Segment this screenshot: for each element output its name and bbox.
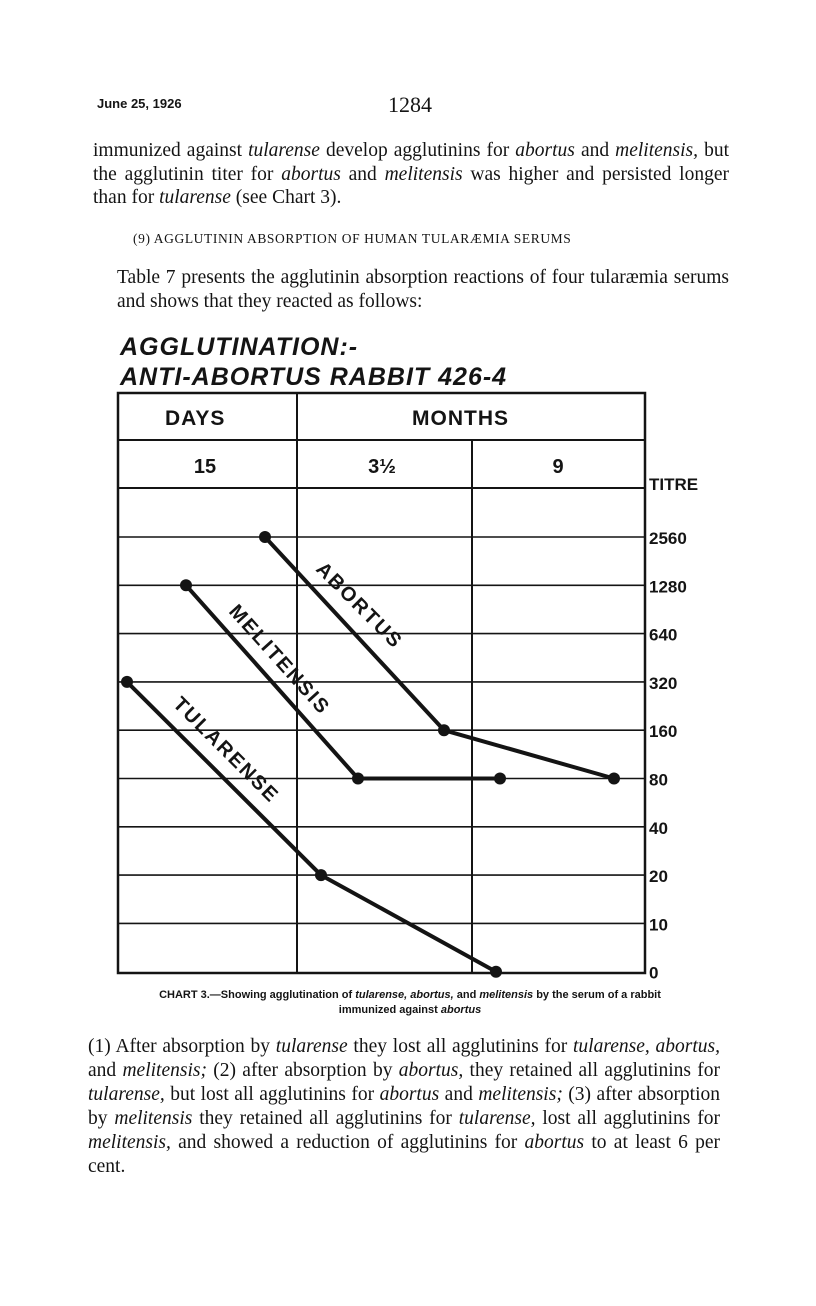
series-label: MELITENSIS — [224, 600, 335, 720]
table-intro-paragraph: Table 7 presents the agglutinin absorption reactions of four tularæmia serums and shows that they reacted as follows: — [117, 267, 729, 312]
text-run: but the agglutinin titer for — [93, 140, 730, 185]
caption-italic: tularense, — [355, 989, 408, 1001]
text-run: and — [574, 140, 616, 161]
x-tick-label: 15 — [193, 456, 217, 478]
text-run: (3) after absorption by — [88, 1084, 721, 1129]
data-point-tularense — [315, 869, 327, 881]
y-tick-label: 2560 — [649, 529, 687, 548]
chart-frame — [118, 393, 645, 973]
text-run: but lost all agglutinins for — [164, 1084, 380, 1105]
data-point-melitensis — [494, 773, 506, 785]
caption-italic: melitensis — [479, 989, 534, 1001]
text-run: and showed a reduction of agglutinins for — [170, 1132, 525, 1153]
italic-term: abortus — [281, 163, 341, 185]
x-tick-label: 9 — [552, 456, 564, 478]
italic-term: tularense, abortus, — [573, 1036, 720, 1057]
y-tick-label: 640 — [649, 625, 678, 645]
italic-term: abortus — [515, 140, 575, 161]
data-point-tularense — [490, 966, 502, 978]
section-heading: (9) AGGLUTININ ABSORPTION OF HUMAN TULARÆMIA SERUMS — [133, 231, 572, 246]
y-tick-label: 320 — [649, 673, 678, 693]
y-tick-label: 80 — [649, 770, 668, 790]
data-point-abortus — [259, 531, 271, 543]
caption-italic: abortus — [440, 1004, 482, 1016]
italic-term: melitensis, — [615, 140, 699, 161]
italic-term: melitensis, — [88, 1132, 171, 1153]
text-run: and — [340, 163, 385, 185]
y-tick-label: 0 — [649, 963, 659, 983]
y-tick-label: 160 — [649, 722, 678, 742]
series-label: TULARENSE — [168, 692, 284, 808]
data-point-melitensis — [352, 773, 364, 785]
x-tick-label: 3½ — [368, 456, 396, 478]
caption-text: CHART 3.—Showing agglutination of — [159, 989, 356, 1001]
text-run: they retained all agglutinins for — [463, 1060, 721, 1081]
column-group-days: DAYS — [165, 407, 226, 430]
data-point-melitensis — [180, 579, 192, 591]
text-run: (2) after absorption by — [206, 1060, 399, 1081]
caption-text: by the serum of a rabbit immunized against — [338, 989, 661, 1016]
text-run: to at least 6 per cent. — [88, 1132, 721, 1177]
italic-term: abortus — [524, 1132, 585, 1153]
caption-text: and — [453, 989, 480, 1001]
y-tick-label: 40 — [649, 818, 668, 838]
italic-term: tularense, — [88, 1084, 165, 1105]
y-axis-label: TITRE — [649, 475, 699, 494]
y-tick-label: 1280 — [649, 577, 687, 597]
text-run: they retained all agglutinins for — [192, 1108, 459, 1129]
italic-term: tularense — [159, 187, 231, 208]
y-tick-label: 10 — [649, 915, 668, 935]
chart-title-line-1: AGGLUTINATION:- — [120, 333, 359, 361]
data-point-abortus — [438, 724, 450, 736]
text-run: (see Chart 3). — [230, 187, 342, 208]
caption-italic: abortus, — [410, 989, 454, 1001]
absorption-results-paragraph — [88, 1035, 720, 1179]
italic-term: melitensis — [114, 1108, 193, 1129]
text-run: they lost all agglutinins for — [347, 1036, 574, 1057]
italic-term: tularense — [248, 140, 320, 161]
y-tick-label: 20 — [649, 867, 668, 887]
text-run: lost all agglutinins for — [535, 1108, 720, 1129]
text-run: was higher and persisted longer than for — [93, 163, 730, 208]
text-run: develop agglutinins for — [319, 140, 516, 161]
data-point-abortus — [608, 773, 620, 785]
chart-title-line-2: ANTI-ABORTUS RABBIT 426-4 — [120, 363, 508, 391]
italic-term: abortus — [379, 1084, 440, 1105]
page-number: 1284 — [388, 92, 432, 117]
italic-term: tularense — [275, 1036, 348, 1057]
running-header-date: June 25, 1926 — [97, 96, 182, 111]
text-run: immunized against — [93, 140, 249, 161]
text-run: (1) After absorption by — [88, 1036, 276, 1057]
italic-term: abortus, — [398, 1060, 464, 1081]
chart-caption — [140, 988, 680, 1018]
data-point-tularense — [121, 676, 133, 688]
text-run: and — [88, 1060, 123, 1081]
italic-term: tularense, — [458, 1108, 536, 1129]
text-run: and — [439, 1084, 479, 1105]
italic-term: melitensis; — [478, 1084, 563, 1105]
italic-term: melitensis; — [122, 1060, 207, 1081]
column-group-months: MONTHS — [412, 407, 509, 430]
series-label: ABORTUS — [311, 557, 407, 654]
italic-term: melitensis — [384, 163, 463, 185]
